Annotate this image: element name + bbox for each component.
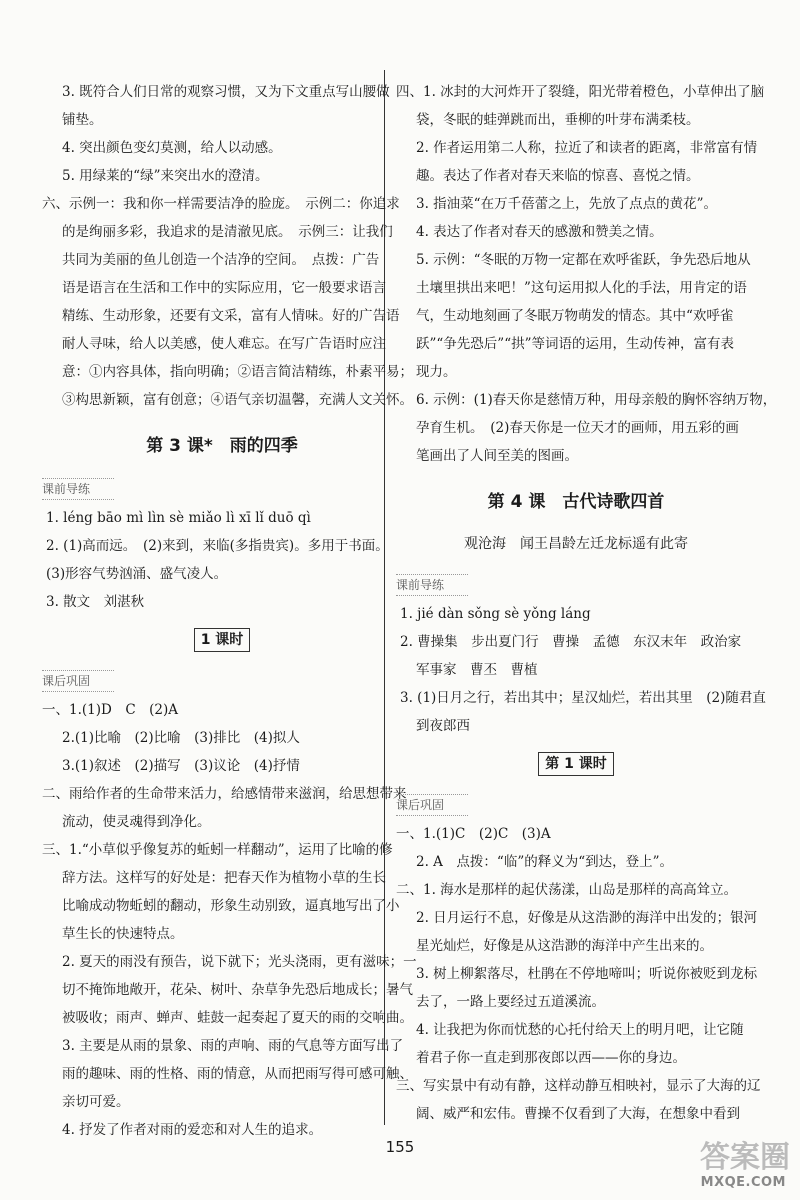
lesson-4-title: 第 4 课 古代诗歌四首 bbox=[487, 492, 665, 512]
answer-line: 阔、威严和宏伟。曹操不仅看到了大海，在想象中看到 bbox=[416, 1106, 740, 1122]
answer-line: 3. 既符合人们日常的观察习惯，又为下文重点写山腰做 bbox=[62, 84, 390, 100]
answer-line: 三、1.“小草似乎像复苏的蚯蚓一样翻动”，运用了比喻的修 bbox=[42, 842, 393, 858]
right-column bbox=[396, 78, 777, 1128]
answer-line: 3. 指油菜“在万千蓓蕾之上，先放了点点的黄花”。 bbox=[416, 196, 717, 212]
right-answers-part2 bbox=[396, 600, 766, 740]
answer-line: 4. 让我把为你而忧愁的心托付给天上的明月吧，让它随 bbox=[416, 1022, 744, 1038]
answer-line: 跃”“争先恐后”“拱”等词语的运用，生动传神，富有表 bbox=[416, 336, 735, 352]
answer-line: 草生长的快速特点。 bbox=[62, 926, 184, 942]
right-answers-part1 bbox=[396, 78, 777, 470]
answer-line: 1. léng bāo mì lìn sè miǎo lì xī lǐ duō qì bbox=[46, 510, 311, 526]
answer-line: (3)形容气势汹涌、盛气凌人。 bbox=[46, 566, 228, 582]
answer-line: 2. (1)高而远。 (2)来到，来临(多指贵宾)。多用于书面。 bbox=[46, 538, 389, 554]
answer-line: 3.(1)叙述 (2)描写 (3)议论 (4)抒情 bbox=[62, 758, 300, 774]
period-1-label: 1 课时 bbox=[194, 628, 251, 652]
pre-class-tag: 课前导练 bbox=[42, 478, 114, 500]
watermark-text: 答案圈 bbox=[700, 1140, 790, 1175]
answer-line: 5. 示例：“冬眠的万物一定都在欢呼雀跃，争先恐后地从 bbox=[416, 252, 751, 268]
answer-line: 3. (1)日月之行，若出其中；星汉灿烂，若出其里 (2)随君直 bbox=[400, 690, 766, 706]
answer-line: 流动，使灵魂得到净化。 bbox=[62, 814, 211, 830]
answer-line: 耐人寻味，给人以美感，使人难忘。在写广告语时应注 bbox=[62, 336, 386, 352]
answer-line: 4. 表达了作者对春天的感激和赞美之情。 bbox=[416, 224, 663, 240]
answer-line: 笔画出了人间至美的图画。 bbox=[416, 448, 578, 464]
answer-line: 1. jié dàn sǒng sè yǒng láng bbox=[400, 606, 591, 622]
post-class-tag-2: 课后巩固 bbox=[396, 794, 468, 816]
answer-line: 现力。 bbox=[416, 364, 457, 380]
answer-line: 3. 散文 刘湛秋 bbox=[46, 594, 145, 610]
answer-line: 六、示例一：我和你一样需要洁净的脸庞。 示例二：你追求 bbox=[42, 196, 400, 212]
answer-line: 6. 示例：(1)春天你是慈情万种，用母亲般的胸怀容纳万物， bbox=[416, 392, 777, 408]
answer-line: 雨的趣味、雨的性格、雨的情意，从而把雨写得可感可触、 bbox=[62, 1066, 413, 1082]
answer-line: 4. 突出颜色变幻莫测，给人以动感。 bbox=[62, 140, 282, 156]
answer-line: 辞方法。这样写的好处是：把春天作为植物小草的生长 bbox=[62, 870, 386, 886]
page-number: 155 bbox=[385, 1138, 415, 1156]
answer-line: 四、1. 冰封的大河炸开了裂缝，阳光带着橙色，小草伸出了脑 bbox=[396, 84, 765, 100]
answer-line: 2. 曹操集 步出夏门行 曹操 孟德 东汉末年 政治家 bbox=[400, 634, 742, 650]
answer-line: 2.(1)比喻 (2)比喻 (3)排比 (4)拟人 bbox=[62, 730, 300, 746]
answer-line: 切不掩饰地敞开，花朵、树叶、杂草争先恐后地成长；暑气 bbox=[62, 982, 413, 998]
answer-line: 二、雨给作者的生命带来活力，给感情带来滋润，给思想带来 bbox=[42, 786, 407, 802]
answer-line: 3. 主要是从雨的景象、雨的声响、雨的气息等方面写出了 bbox=[62, 1038, 404, 1054]
answer-line: 土壤里拱出来吧！”这句运用拟人化的手法，用肯定的语 bbox=[416, 280, 747, 296]
answer-line: 一、1.(1)C (2)C (3)A bbox=[396, 826, 551, 842]
answer-line: 去了，一路上要经过五道溪流。 bbox=[416, 994, 605, 1010]
answer-line: 气，生动地刻画了冬眠万物萌发的情态。其中“欢呼雀 bbox=[416, 308, 734, 324]
answer-line: 军事家 曹丕 曹植 bbox=[416, 662, 538, 678]
answer-line: 二、1. 海水是那样的起伏荡漾，山岛是那样的高高耸立。 bbox=[396, 882, 738, 898]
answer-line: 比喻成动物蚯蚓的翻动，形象生动别致，逼真地写出了小 bbox=[62, 898, 400, 914]
answer-line: 共同为美丽的鱼儿创造一个洁净的空间。 点拨：广告 bbox=[62, 252, 380, 268]
left-answers-part1 bbox=[42, 78, 413, 414]
answer-line: 到夜郎西 bbox=[416, 718, 470, 734]
answer-line: 2. 作者运用第二人称，拉近了和读者的距离，非常富有情 bbox=[416, 140, 758, 156]
right-answers-part3 bbox=[396, 820, 761, 1128]
answer-line: 4. 抒发了作者对雨的爱恋和对人生的追求。 bbox=[62, 1122, 323, 1138]
answer-line: 趣。表达了作者对春天来临的惊喜、喜悦之情。 bbox=[416, 168, 700, 184]
answer-line: 三、写实景中有动有静，这样动静互相映衬，显示了大海的辽 bbox=[396, 1078, 761, 1094]
answer-line: 2. 夏天的雨没有预告，说下就下；光头浇雨，更有滋味；一 bbox=[62, 954, 417, 970]
post-class-tag: 课后巩固 bbox=[42, 670, 114, 692]
answer-line: 3. 树上柳絮落尽，杜鹃在不停地啼叫；听说你被贬到龙标 bbox=[416, 966, 758, 982]
watermark-url: MXQE.COM bbox=[700, 1175, 786, 1190]
answer-line: 被吸收；雨声、蝉声、蛙鼓一起奏起了夏天的雨的交响曲。 bbox=[62, 1010, 413, 1026]
answer-line: 星光灿烂，好像是从这浩渺的海洋中产生出来的。 bbox=[416, 938, 713, 954]
left-column bbox=[42, 78, 417, 1144]
left-answers-part3 bbox=[42, 696, 417, 1144]
period-2-label: 第 1 课时 bbox=[538, 752, 614, 776]
answer-line: 着君子你一直走到那夜郎以西——你的身边。 bbox=[416, 1050, 686, 1066]
poem-title: 观沧海 闻王昌龄左迁龙标遥有此寄 bbox=[464, 536, 688, 552]
answer-line: 2. A 点拨：“临”的释义为“到达，登上”。 bbox=[416, 854, 674, 870]
answer-line: 2. 日月运行不息，好像是从这浩渺的海洋中出发的；银河 bbox=[416, 910, 758, 926]
answer-line: 一、1.(1)D C (2)A bbox=[42, 702, 179, 718]
answer-line: 5. 用绿莱的“绿”来突出水的澄清。 bbox=[62, 168, 269, 184]
watermark-logo bbox=[650, 1132, 790, 1192]
lesson-3-title: 第 3 课* 雨的四季 bbox=[146, 436, 298, 456]
answer-line: ③构思新颖，富有创意；④语气亲切温馨，充满人文关怀。 bbox=[62, 392, 413, 408]
answer-line: 孕育生机。 (2)春天你是一位天才的画师，用五彩的画 bbox=[416, 420, 739, 436]
pre-class-tag-2: 课前导练 bbox=[396, 574, 468, 596]
answer-line: 语是语言在生活和工作中的实际应用，它一般要求语言 bbox=[62, 280, 386, 296]
answer-line: 铺垫。 bbox=[62, 112, 103, 128]
answer-line: 袋，冬眠的蛙弹跳而出，垂柳的叶芽布满柔枝。 bbox=[416, 112, 700, 128]
answer-line: 意：①内容具体，指向明确；②语言简洁精练，朴素平易； bbox=[62, 364, 413, 380]
answer-line: 精练、生动形象，还要有文采，富有人情味。好的广告语 bbox=[62, 308, 400, 324]
answer-line: 的是绚丽多彩，我追求的是清澈见底。 示例三：让我们 bbox=[62, 224, 393, 240]
left-answers-part2 bbox=[42, 504, 402, 616]
answer-line: 亲切可爱。 bbox=[62, 1094, 130, 1110]
